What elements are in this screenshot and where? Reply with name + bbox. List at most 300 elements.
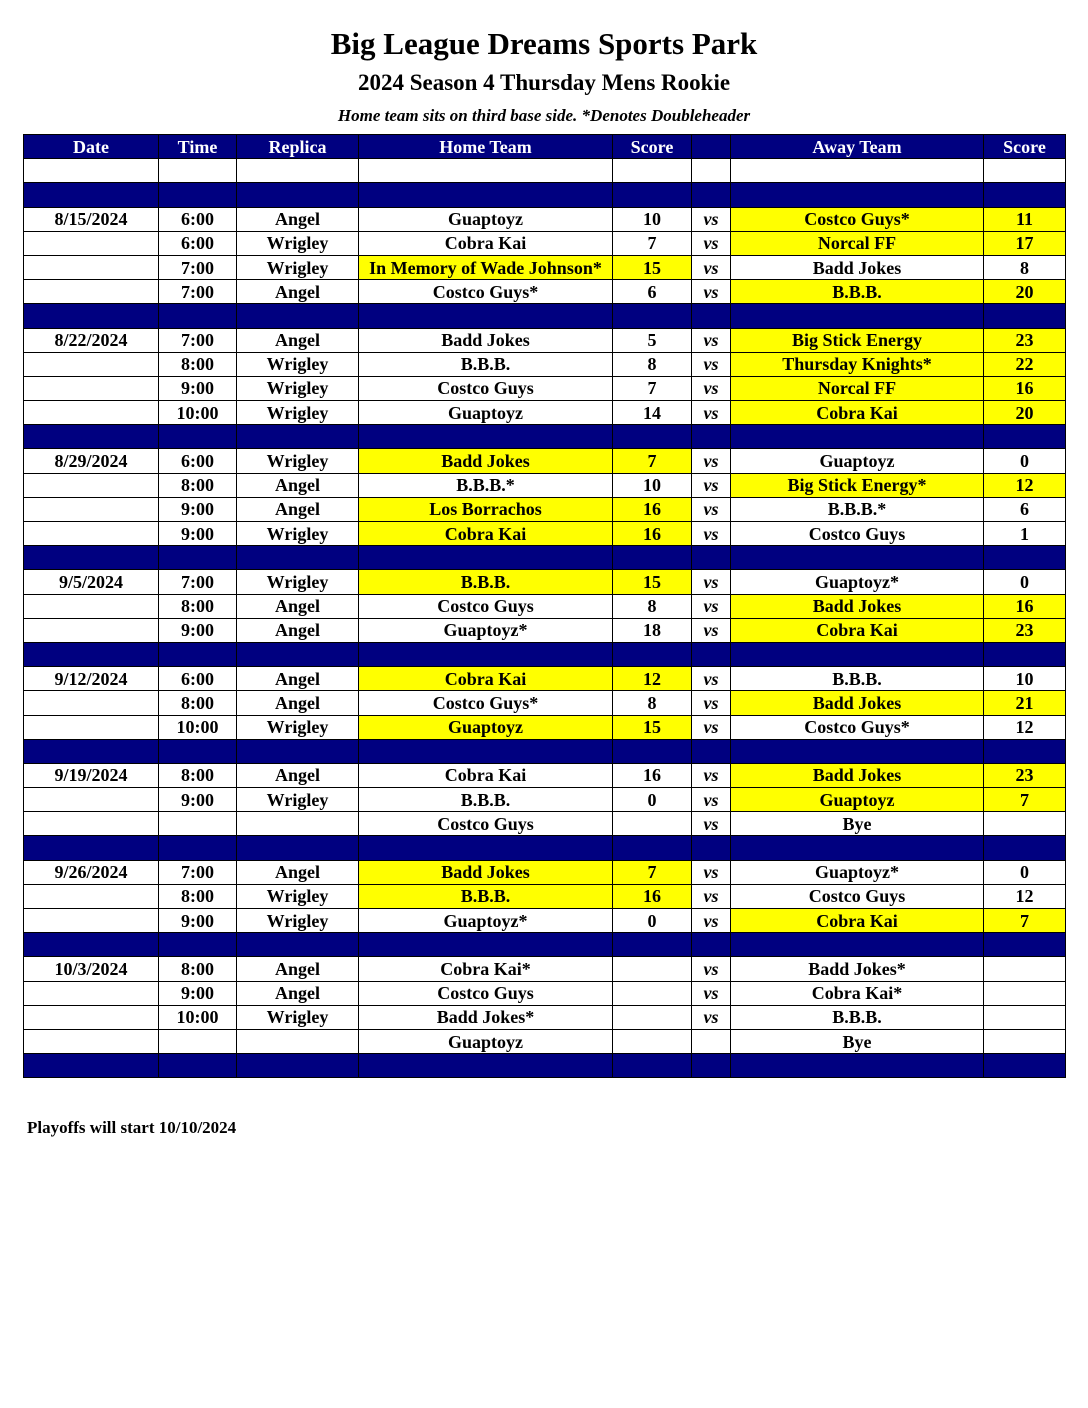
game-time: 8:00	[159, 473, 237, 497]
away-score: 12	[984, 473, 1066, 497]
week-separator-cell	[24, 933, 159, 957]
away-team: Guaptoyz*	[731, 860, 984, 884]
game-date	[24, 522, 159, 546]
vs-label: vs	[692, 449, 731, 473]
game-row	[24, 280, 1066, 304]
home-score: 6	[613, 280, 692, 304]
game-replica: Wrigley	[237, 255, 359, 279]
game-date	[24, 401, 159, 425]
game-time: 9:00	[159, 376, 237, 400]
game-row	[24, 401, 1066, 425]
home-score: 18	[613, 618, 692, 642]
away-score: 20	[984, 280, 1066, 304]
game-row	[24, 860, 1066, 884]
game-time: 10:00	[159, 401, 237, 425]
away-score: 0	[984, 860, 1066, 884]
game-date: 9/5/2024	[24, 570, 159, 594]
vs-label: vs	[692, 328, 731, 352]
game-row	[24, 449, 1066, 473]
vs-label: vs	[692, 255, 731, 279]
away-score: 23	[984, 618, 1066, 642]
game-replica: Angel	[237, 981, 359, 1005]
home-team: Cobra Kai*	[359, 957, 613, 981]
game-time: 8:00	[159, 763, 237, 787]
week-separator-cell	[237, 739, 359, 763]
week-separator	[24, 1054, 1066, 1078]
home-team: B.B.B.	[359, 788, 613, 812]
game-replica: Wrigley	[237, 352, 359, 376]
away-score: 1	[984, 522, 1066, 546]
week-separator-cell	[731, 546, 984, 570]
week-separator-cell	[24, 642, 159, 666]
game-replica: Wrigley	[237, 715, 359, 739]
vs-label: vs	[692, 473, 731, 497]
home-team: Costco Guys	[359, 594, 613, 618]
week-separator-cell	[692, 546, 731, 570]
home-score: 7	[613, 376, 692, 400]
blank-row-cell	[984, 159, 1066, 183]
game-date	[24, 1005, 159, 1029]
col-header-time: Time	[159, 135, 237, 159]
game-time: 7:00	[159, 280, 237, 304]
game-replica: Wrigley	[237, 1005, 359, 1029]
game-date	[24, 618, 159, 642]
week-separator-cell	[692, 425, 731, 449]
game-time: 9:00	[159, 909, 237, 933]
game-row	[24, 473, 1066, 497]
home-team: Los Borrachos	[359, 497, 613, 521]
game-row	[24, 618, 1066, 642]
game-date	[24, 280, 159, 304]
home-team: Guaptoyz	[359, 401, 613, 425]
blank-row-cell	[359, 159, 613, 183]
away-team: Guaptoyz	[731, 788, 984, 812]
vs-label: vs	[692, 376, 731, 400]
vs-label: vs	[692, 594, 731, 618]
home-team: Costco Guys	[359, 812, 613, 836]
week-separator-cell	[613, 304, 692, 328]
game-replica: Angel	[237, 280, 359, 304]
week-separator-cell	[237, 304, 359, 328]
away-team: B.B.B.	[731, 1005, 984, 1029]
away-team: Big Stick Energy*	[731, 473, 984, 497]
week-separator-cell	[692, 642, 731, 666]
away-team: B.B.B.	[731, 667, 984, 691]
week-separator-cell	[159, 183, 237, 207]
page-subtitle: 2024 Season 4 Thursday Mens Rookie	[357, 70, 731, 95]
away-team: Cobra Kai	[731, 618, 984, 642]
week-separator-cell	[692, 183, 731, 207]
game-date: 10/3/2024	[24, 957, 159, 981]
home-team: Badd Jokes	[359, 449, 613, 473]
away-team: Cobra Kai*	[731, 981, 984, 1005]
game-replica: Wrigley	[237, 376, 359, 400]
home-score: 7	[613, 449, 692, 473]
week-separator-cell	[237, 183, 359, 207]
game-replica: Angel	[237, 207, 359, 231]
week-separator-cell	[237, 425, 359, 449]
home-score: 8	[613, 594, 692, 618]
home-score: 8	[613, 691, 692, 715]
week-separator-cell	[731, 304, 984, 328]
col-header-away-score: Score	[984, 135, 1066, 159]
away-team: Badd Jokes	[731, 255, 984, 279]
away-score: 8	[984, 255, 1066, 279]
away-score: 23	[984, 328, 1066, 352]
home-score: 15	[613, 570, 692, 594]
game-replica: Angel	[237, 763, 359, 787]
week-separator-cell	[731, 183, 984, 207]
home-team: Badd Jokes	[359, 328, 613, 352]
game-replica: Wrigley	[237, 401, 359, 425]
vs-label: vs	[692, 981, 731, 1005]
away-score: 21	[984, 691, 1066, 715]
game-replica: Angel	[237, 860, 359, 884]
game-row	[24, 981, 1066, 1005]
week-separator-cell	[692, 933, 731, 957]
home-team: Cobra Kai	[359, 522, 613, 546]
game-time: 7:00	[159, 860, 237, 884]
week-separator-cell	[613, 933, 692, 957]
game-date	[24, 255, 159, 279]
week-separator-cell	[359, 1054, 613, 1078]
away-team: Badd Jokes	[731, 763, 984, 787]
home-team: Guaptoyz	[359, 207, 613, 231]
away-team: Badd Jokes*	[731, 957, 984, 981]
header-row	[24, 135, 1066, 159]
game-replica: Wrigley	[237, 884, 359, 908]
away-team: B.B.B.	[731, 280, 984, 304]
game-date	[24, 497, 159, 521]
away-score	[984, 812, 1066, 836]
vs-label: vs	[692, 763, 731, 787]
vs-label: vs	[692, 667, 731, 691]
week-separator-cell	[237, 933, 359, 957]
game-replica: Angel	[237, 691, 359, 715]
game-replica	[237, 1029, 359, 1053]
game-time: 9:00	[159, 522, 237, 546]
week-separator	[24, 183, 1066, 207]
away-score	[984, 1005, 1066, 1029]
week-separator-cell	[692, 304, 731, 328]
vs-label: vs	[692, 884, 731, 908]
away-team: Cobra Kai	[731, 401, 984, 425]
blank-row-cell	[159, 159, 237, 183]
week-separator-cell	[24, 304, 159, 328]
home-score: 16	[613, 763, 692, 787]
away-team: Costco Guys*	[731, 715, 984, 739]
week-separator-cell	[237, 642, 359, 666]
home-score: 14	[613, 401, 692, 425]
week-separator-cell	[984, 304, 1066, 328]
game-date	[24, 376, 159, 400]
home-score	[613, 1005, 692, 1029]
home-score: 16	[613, 522, 692, 546]
game-replica	[237, 812, 359, 836]
game-row	[24, 255, 1066, 279]
away-score: 20	[984, 401, 1066, 425]
home-team: B.B.B.	[359, 570, 613, 594]
blank-row-cell	[731, 159, 984, 183]
away-team: Badd Jokes	[731, 594, 984, 618]
week-separator-cell	[159, 836, 237, 860]
away-score: 12	[984, 715, 1066, 739]
away-team: Guaptoyz	[731, 449, 984, 473]
week-separator-cell	[359, 183, 613, 207]
away-score: 22	[984, 352, 1066, 376]
blank-row-cell	[692, 159, 731, 183]
vs-label: vs	[692, 231, 731, 255]
vs-label: vs	[692, 401, 731, 425]
game-row	[24, 231, 1066, 255]
playoffs-note: Playoffs will start 10/10/2024	[27, 1118, 237, 1137]
game-replica: Angel	[237, 957, 359, 981]
away-team: Costco Guys	[731, 522, 984, 546]
home-score: 15	[613, 715, 692, 739]
game-row	[24, 957, 1066, 981]
week-separator-cell	[613, 546, 692, 570]
col-header-replica: Replica	[237, 135, 359, 159]
week-separator-cell	[731, 1054, 984, 1078]
away-score	[984, 981, 1066, 1005]
game-time: 9:00	[159, 788, 237, 812]
game-date: 9/12/2024	[24, 667, 159, 691]
home-score: 7	[613, 860, 692, 884]
home-team: Costco Guys	[359, 376, 613, 400]
blank-row-cell	[237, 159, 359, 183]
away-team: Norcal FF	[731, 231, 984, 255]
week-separator-cell	[24, 546, 159, 570]
game-time: 8:00	[159, 352, 237, 376]
home-score: 8	[613, 352, 692, 376]
game-time: 7:00	[159, 570, 237, 594]
week-separator-cell	[984, 739, 1066, 763]
game-time: 6:00	[159, 667, 237, 691]
game-time: 6:00	[159, 231, 237, 255]
away-team: Costco Guys	[731, 884, 984, 908]
home-score: 12	[613, 667, 692, 691]
vs-label: vs	[692, 691, 731, 715]
game-date	[24, 691, 159, 715]
home-score: 15	[613, 255, 692, 279]
game-replica: Angel	[237, 594, 359, 618]
game-row	[24, 352, 1066, 376]
week-separator-cell	[731, 642, 984, 666]
vs-label: vs	[692, 618, 731, 642]
game-row	[24, 715, 1066, 739]
vs-label: vs	[692, 522, 731, 546]
week-separator-cell	[613, 183, 692, 207]
home-score	[613, 981, 692, 1005]
week-separator-cell	[613, 836, 692, 860]
home-team: Cobra Kai	[359, 231, 613, 255]
week-separator-cell	[984, 933, 1066, 957]
away-score: 0	[984, 570, 1066, 594]
away-team: Bye	[731, 1029, 984, 1053]
vs-label: vs	[692, 280, 731, 304]
week-separator-cell	[613, 425, 692, 449]
week-separator-cell	[613, 1054, 692, 1078]
week-separator	[24, 546, 1066, 570]
away-team: Norcal FF	[731, 376, 984, 400]
game-date	[24, 812, 159, 836]
week-separator-cell	[731, 425, 984, 449]
game-row	[24, 788, 1066, 812]
game-date: 8/15/2024	[24, 207, 159, 231]
week-separator-cell	[159, 739, 237, 763]
away-team: Badd Jokes	[731, 691, 984, 715]
game-time: 6:00	[159, 207, 237, 231]
week-separator	[24, 933, 1066, 957]
away-team: Guaptoyz*	[731, 570, 984, 594]
col-header-date: Date	[24, 135, 159, 159]
game-replica: Angel	[237, 497, 359, 521]
vs-label: vs	[692, 207, 731, 231]
week-separator-cell	[24, 836, 159, 860]
vs-label: vs	[692, 860, 731, 884]
week-separator-cell	[159, 425, 237, 449]
week-separator-cell	[359, 425, 613, 449]
game-date: 9/26/2024	[24, 860, 159, 884]
game-date	[24, 352, 159, 376]
week-separator	[24, 836, 1066, 860]
week-separator-cell	[159, 546, 237, 570]
home-team: Cobra Kai	[359, 763, 613, 787]
game-row	[24, 1029, 1066, 1053]
game-time: 7:00	[159, 255, 237, 279]
home-team: Cobra Kai	[359, 667, 613, 691]
vs-label: vs	[692, 788, 731, 812]
week-separator-cell	[984, 183, 1066, 207]
game-time: 8:00	[159, 957, 237, 981]
home-score: 0	[613, 788, 692, 812]
game-row	[24, 909, 1066, 933]
week-separator-cell	[159, 642, 237, 666]
week-separator-cell	[692, 1054, 731, 1078]
col-header-away-team: Away Team	[731, 135, 984, 159]
game-date: 9/19/2024	[24, 763, 159, 787]
home-team: B.B.B.	[359, 352, 613, 376]
game-time	[159, 812, 237, 836]
game-replica: Angel	[237, 618, 359, 642]
week-separator	[24, 739, 1066, 763]
game-row	[24, 812, 1066, 836]
game-replica: Wrigley	[237, 522, 359, 546]
away-team: B.B.B.*	[731, 497, 984, 521]
game-time: 8:00	[159, 884, 237, 908]
week-separator-cell	[731, 739, 984, 763]
week-separator-cell	[692, 836, 731, 860]
away-score: 11	[984, 207, 1066, 231]
vs-label: vs	[692, 715, 731, 739]
vs-label: vs	[692, 812, 731, 836]
game-row	[24, 691, 1066, 715]
week-separator-cell	[984, 546, 1066, 570]
week-separator-cell	[731, 836, 984, 860]
schedule-table	[23, 134, 1066, 1078]
week-separator-cell	[359, 739, 613, 763]
home-score: 10	[613, 207, 692, 231]
week-separator-cell	[159, 1054, 237, 1078]
game-time: 7:00	[159, 328, 237, 352]
vs-label: vs	[692, 909, 731, 933]
game-row	[24, 1005, 1066, 1029]
game-time: 10:00	[159, 715, 237, 739]
game-row	[24, 667, 1066, 691]
week-separator-cell	[24, 739, 159, 763]
week-separator-cell	[692, 739, 731, 763]
game-date: 8/22/2024	[24, 328, 159, 352]
home-score	[613, 812, 692, 836]
game-date	[24, 884, 159, 908]
home-team: Costco Guys*	[359, 691, 613, 715]
game-row	[24, 763, 1066, 787]
game-row	[24, 594, 1066, 618]
away-score: 10	[984, 667, 1066, 691]
blank-row-cell	[24, 159, 159, 183]
col-header-vs	[692, 135, 731, 159]
week-separator-cell	[359, 304, 613, 328]
home-score: 7	[613, 231, 692, 255]
away-team: Bye	[731, 812, 984, 836]
game-time: 9:00	[159, 497, 237, 521]
game-time	[159, 1029, 237, 1053]
away-score: 7	[984, 909, 1066, 933]
game-replica: Angel	[237, 473, 359, 497]
home-team: In Memory of Wade Johnson*	[359, 255, 613, 279]
home-team: B.B.B.*	[359, 473, 613, 497]
game-time: 9:00	[159, 981, 237, 1005]
week-separator-cell	[24, 183, 159, 207]
game-date	[24, 715, 159, 739]
away-score	[984, 1029, 1066, 1053]
away-team: Big Stick Energy	[731, 328, 984, 352]
week-separator-cell	[159, 304, 237, 328]
week-separator-cell	[984, 836, 1066, 860]
week-separator-cell	[359, 642, 613, 666]
game-date: 8/29/2024	[24, 449, 159, 473]
game-row	[24, 570, 1066, 594]
game-row	[24, 376, 1066, 400]
blank-row-cell	[613, 159, 692, 183]
home-team: Badd Jokes	[359, 860, 613, 884]
home-team: Guaptoyz	[359, 715, 613, 739]
schedule-body	[24, 159, 1066, 1078]
week-separator-cell	[984, 1054, 1066, 1078]
page-note: Home team sits on third base side. *Denotes Doubleheader	[337, 106, 751, 125]
home-score: 10	[613, 473, 692, 497]
game-replica: Wrigley	[237, 570, 359, 594]
blank-row	[24, 159, 1066, 183]
game-row	[24, 207, 1066, 231]
game-row	[24, 884, 1066, 908]
week-separator	[24, 642, 1066, 666]
game-row	[24, 328, 1066, 352]
col-header-home-score: Score	[613, 135, 692, 159]
game-date	[24, 981, 159, 1005]
away-score	[984, 957, 1066, 981]
away-score: 23	[984, 763, 1066, 787]
game-time: 10:00	[159, 1005, 237, 1029]
away-score: 17	[984, 231, 1066, 255]
home-team: Costco Guys	[359, 981, 613, 1005]
away-score: 7	[984, 788, 1066, 812]
game-time: 8:00	[159, 691, 237, 715]
week-separator-cell	[159, 933, 237, 957]
game-date	[24, 594, 159, 618]
away-team: Costco Guys*	[731, 207, 984, 231]
home-score: 5	[613, 328, 692, 352]
